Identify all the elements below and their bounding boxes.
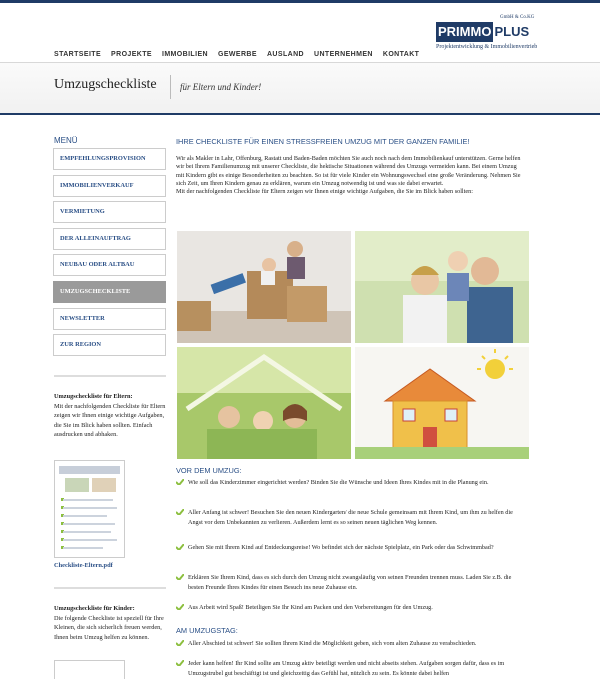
before-move-heading: VOR DEM UMZUG: [176,466,242,475]
checkmark-icon [176,640,184,646]
sidebar-item-vermietung[interactable]: VERMIETUNG [53,201,166,223]
family-moving-boxes-photo [177,231,351,343]
logo-wordmark [436,22,529,42]
nav-startseite[interactable]: STARTSEITE [54,51,102,58]
sidebar-item-alleinauftrag[interactable]: DER ALLEINAUFTRAG [53,228,166,250]
intro-lead-in: Mit der nachfolgenden Checkliste für Eltern zeigen wir Ihnen einige wichtige Aufgaben, die Sie im Blick haben sollten: [176,188,473,196]
sidebar-item-neubau-altbau[interactable]: NEUBAU ODER ALTBAU [53,254,166,276]
checklist-item-text: Erklären Sie Ihrem Kind, dass es sich durch den Umzug nicht zwangsläufig von seinen Freunden trennen muss. Laden Sie z.B. die besten Freunde Ihres Kindes für einen Besuch ins neue Zuhause ein. [188,574,512,591]
checklist-pdf-thumbnail[interactable] [54,460,125,558]
sidebar-eltern-title: Umzugscheckliste für Eltern: [54,393,133,400]
intro-paragraph: Wir als Makler in Lahr, Offenburg, Rastatt und Baden-Baden möchten Sie auch noch nach dem Immobilienkauf unterstützen. Gerne helfen wir bei Ihrem Familienumzug mit unserer Checkliste, die hektische Situationen während des Umzugs vermeiden kann. Bei einem Umzug mit Kindern gibt es einige Besonderheiten zu beachten. So ist für viele Kinder ein Wohnungswechsel eine große Veränderung. Nehmen Sie sich Zeit, um Ihren Kindern genau zu erklären, warum ein Umzug notwendig ist und was sie dabei erwartet. [176,155,521,187]
sidebar-item-umzugscheckliste[interactable]: UMZUGSCHECKLISTE [53,281,166,303]
sidebar-menu-heading: MENÜ [54,136,78,145]
checkmark-icon [176,509,184,515]
nav-projekte[interactable]: PROJEKTE [111,51,152,58]
moving-day-heading: AM UMZUGSTAG: [176,626,238,635]
checklist-item [176,639,528,649]
sidebar-item-empfehlungsprovision[interactable]: EMPFEHLUNGSPROVISION [53,148,166,170]
nav-ausland[interactable]: AUSLAND [266,51,304,58]
checkmark-icon [176,574,184,580]
checklist-item-text: Aller Abschied ist schwer! Sie sollten Ihrem Kind die Möglichkeit geben, sich vom alten Zuhause zu verabschieden. [188,640,477,647]
checklist-item [176,573,528,592]
checklist-item [176,478,528,488]
sidebar-item-newsletter[interactable]: NEWSLETTER [53,308,166,330]
checklist-item-text: Jeder kann helfen! Ihr Kind sollte am Umzug aktiv beteiligt werden und nicht abseits stehen. Aufgaben sorgen dafür, dass es im Umzugstrubel gut beschäftigt ist und gleichzeitig das Gefühl hat, nützlich zu sein. Es könnte dabei helfen [188,660,505,677]
sidebar-kinder-title: Umzugscheckliste für Kinder: [54,605,135,612]
checklist-kinder-thumbnail[interactable] [54,660,125,679]
page-subtitle: für Eltern und Kinder! [180,82,262,92]
checkmark-icon [176,544,184,550]
sidebar-menu [53,148,166,361]
checkmark-icon [176,660,184,666]
nav-unternehmen[interactable]: UNTERNEHMEN [314,51,373,58]
logo-primmo: PRIMMO [436,22,493,42]
checklist-item [176,659,528,678]
main-navigation [54,51,419,58]
nav-immobilien[interactable]: IMMOBILIEN [161,51,208,58]
top-accent-bar [0,0,600,3]
checklist-item [176,508,528,527]
checkmark-icon [176,604,184,610]
sidebar-divider [54,587,166,589]
checklist-item [176,603,528,613]
logo-tagline: Projektentwicklung & Immobilienvertrieb [436,44,538,50]
child-house-drawing [355,347,529,459]
banner-separator [170,75,171,99]
nav-kontakt[interactable]: KONTAKT [382,51,420,58]
checklist-item-text: Aller Anfang ist schwer! Besuchen Sie den neuen Kindergarten/ die neue Schule gemeinsam mit Ihrem Kind, um ihm zu helfen die Angst vor dem Unbekannten zu verlieren. Außerdem lernt es so seinen neuen täglichen Weg kennen. [188,509,513,526]
sidebar-item-zur-region[interactable]: ZUR REGION [53,334,166,356]
sidebar-eltern-box [54,392,168,440]
checkmark-icon [176,479,184,485]
happy-family-photo [355,231,529,343]
intro-text [176,155,526,196]
checklist-item-text: Gehen Sie mit Ihrem Kind auf Entdeckungsreise! Wo befindet sich der nächste Spielplatz, ein Park oder das Schwimmbad? [188,544,494,551]
page-banner [0,63,600,115]
page-title: Umzugscheckliste [54,77,157,92]
checklist-item-text: Aus Arbeit wird Spaß! Beteiligen Sie Ihr Kind am Packen und den Vorbereitungen für den Umzug. [188,604,433,611]
logo-legal-form: GmbH & Co.KG [500,15,535,20]
logo-plus: PLUS [494,24,530,39]
family-lying-in-grass-photo [177,347,351,459]
sidebar-eltern-text: Mit der nachfolgenden Checkliste für Eltern zeigen wir Ihnen einige wichtige Aufgaben, die Sie im Blick haben sollten. Einfach ausdrucken und abhaken. [54,402,166,439]
checklist-item-text: Wie soll das Kinderzimmer eingerichtet werden? Binden Sie die Wünsche und Ideen Ihres Kindes mit in die Planung ein. [188,479,489,486]
pdf-download-link[interactable]: Checkliste-Eltern.pdf [54,562,113,569]
sidebar-kinder-text: Die folgende Checkliste ist speziell für Ihre Kleinen, die sich sicherlich freuen werden, Ihnen beim Umzug helfen zu können. [54,614,164,641]
content-heading: IHRE CHECKLISTE FÜR EINEN STRESSFREIEN UMZUG MIT DER GANZEN FAMILIE! [176,137,470,146]
checklist-item [176,543,528,553]
nav-gewerbe[interactable]: GEWERBE [217,51,257,58]
sidebar-item-immobilienverkauf[interactable]: IMMOBILIENVERKAUF [53,175,166,197]
sidebar-kinder-box [54,604,168,642]
sidebar-divider [54,375,166,377]
